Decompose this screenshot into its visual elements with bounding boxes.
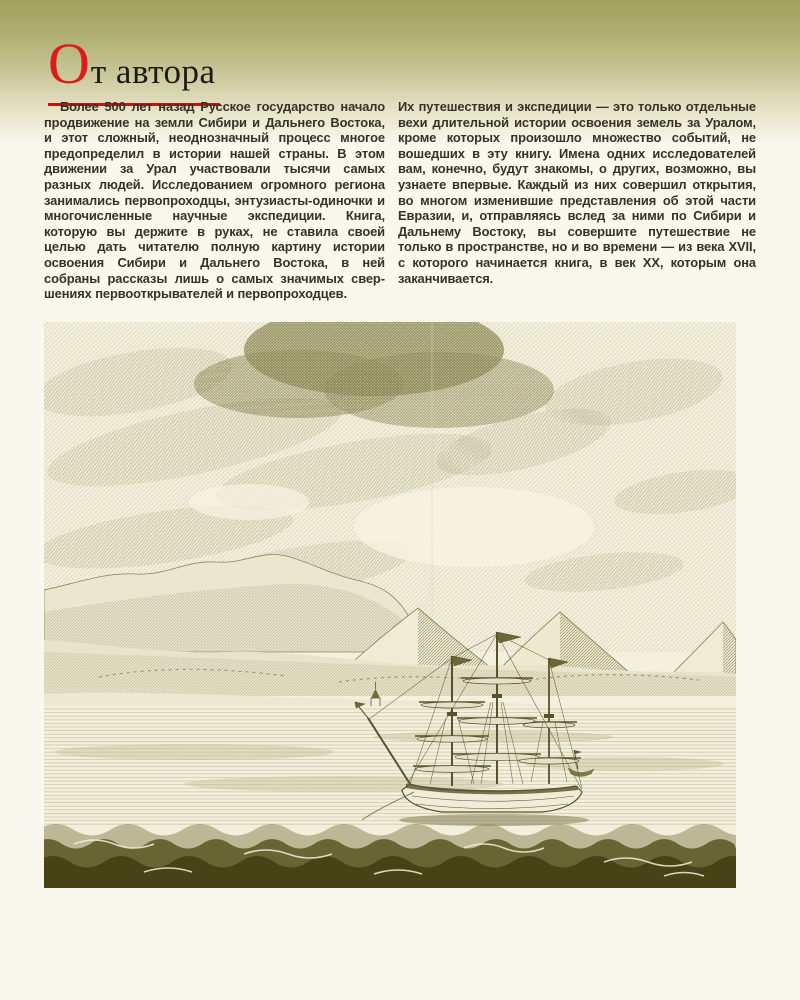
title-rest: т автора xyxy=(90,52,216,91)
intro-text xyxy=(44,99,756,302)
engraving-illustration xyxy=(44,322,736,888)
left-column: Более 500 лет назад Русское государство начало продвижение на земли Сибири и Дальнего Востока, и этот сложный, неоднозначный процесс многое предопределил в истории нашей страны. В этом движении за Урал участвовали тысячи самых разных людей. Исследованием огромного региона занимались первопроходцы, энтузиасты-одиночки и многочисленные научные экспедиции. Книга, которую вы держите в руках, не ставила своей целью дать читателю полную картину истории освоения Сибири и Дальнего Востока, в ней собраны рассказы лишь о самых значимых свершениях первооткрывателей и первопроходцев. xyxy=(44,99,385,302)
right-column: Их путешествия и экспедиции — это только отдельные вехи длительной истории освоения земель за Уралом, кроме которых произошло множество событий, не вошедших в эту книгу. Имена одних исследователей вам, конечно, будут знакомы, о других, возможно, вы узнаете впервые. Каждый из них совершил открытия, во многом изменившие представления об этой части Евразии, и, отправляясь вслед за ними по Сибири и Дальнему Востоку, вы совершите путешествие не только в пространстве, но и во времени — из века XVII, с которого начинается книга, в век XX, которым она заканчивается. xyxy=(398,99,756,286)
page-title xyxy=(48,31,220,106)
title-initial: О xyxy=(48,31,91,96)
